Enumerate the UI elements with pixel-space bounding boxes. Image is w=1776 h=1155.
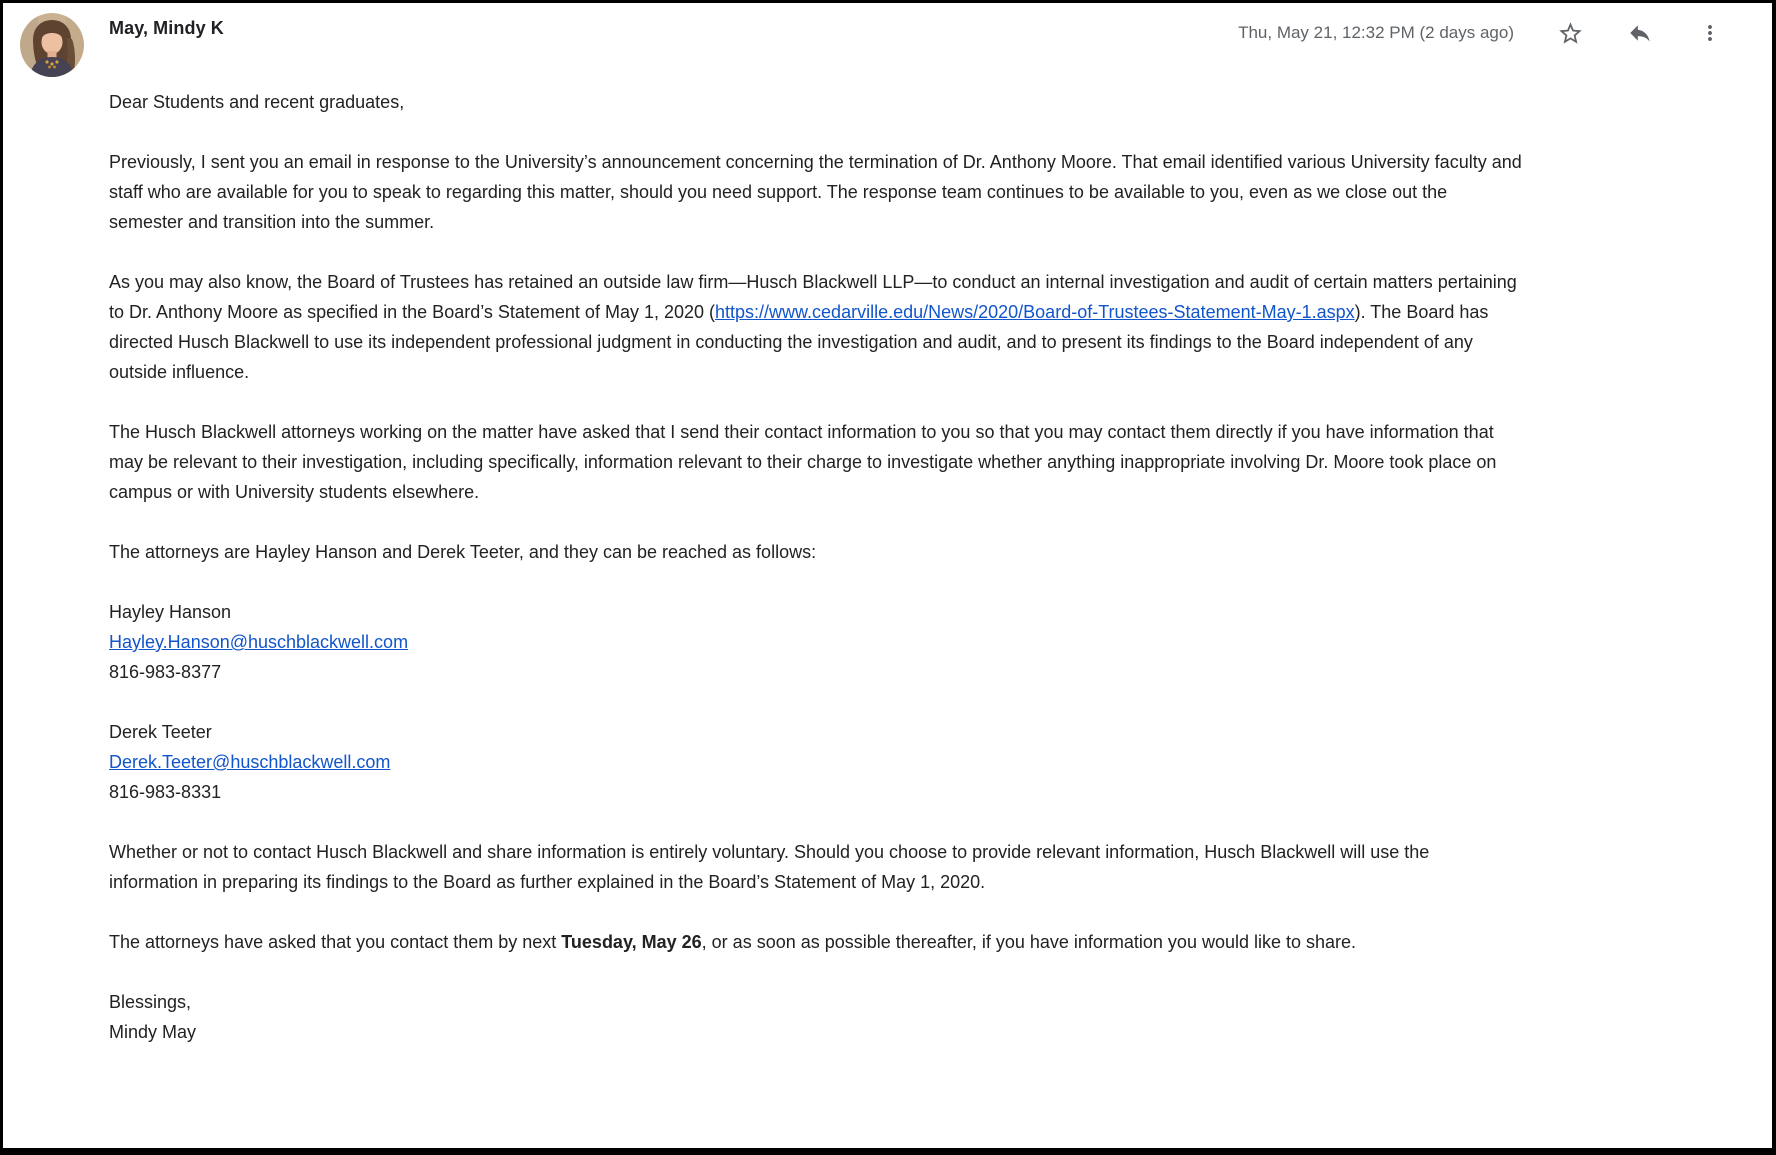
contact-name: Hayley Hanson xyxy=(109,602,232,622)
signature-block xyxy=(109,987,1522,1047)
paragraph-previous-email: Previously, I sent you an email in response to the University’s announcement concerning the termination of Dr. Anthony Moore. That email identified various University faculty and staff who are available for you to speak to regarding this matter, should you need support. The response team continues to be available to you, even as we close out the semester and transition into the summer. xyxy=(109,152,1522,232)
paragraph-voluntary: Whether or not to contact Husch Blackwell and share information is entirely voluntary. Should you choose to provide relevant information, Husch Blackwell will use the information in preparing its findings to the Board as further explained in the Board’s Statement of May 1, 2020. xyxy=(109,842,1430,892)
paragraph-board-statement xyxy=(109,267,1522,387)
sender-avatar xyxy=(20,13,84,77)
reply-icon xyxy=(1627,20,1653,46)
more-options-button[interactable] xyxy=(1696,19,1724,47)
star-button[interactable] xyxy=(1556,19,1584,47)
contact-phone: 816-983-8377 xyxy=(109,662,222,682)
sender-name: May, Mindy K xyxy=(109,18,224,38)
message-timestamp: Thu, May 21, 12:32 PM (2 days ago) xyxy=(1238,23,1514,42)
avatar-photo xyxy=(20,13,84,77)
closing-line: Blessings, xyxy=(109,992,192,1012)
paragraph-attorneys-intro: The attorneys are Hayley Hanson and Derek Teeter, and they can be reached as follows: xyxy=(109,542,817,562)
reply-button[interactable] xyxy=(1626,19,1654,47)
star-icon xyxy=(1557,20,1584,47)
board-text-post: ). The Board has directed Husch Blackwell to use its independent professional judgment in conducting the investigation and audit, and to present its findings to the Board independent of any outside influence. xyxy=(109,302,1489,382)
contact-card-hayley xyxy=(109,597,1522,687)
more-vert-icon xyxy=(1698,21,1722,45)
greeting-line: Dear Students and recent graduates, xyxy=(109,92,405,112)
paragraph-attorneys-request: The Husch Blackwell attorneys working on the matter have asked that I send their contact information to you so that you may contact them directly if you have information that may be relevant to their investigation, including specifically, information relevant to their charge to investigate whether anything inappropriate involving Dr. Moore took place on campus or with University students elsewhere. xyxy=(109,422,1497,502)
header-actions xyxy=(1238,19,1724,47)
board-statement-link[interactable]: https://www.cedarville.edu/News/2020/Board-of-Trustees-Statement-May-1.aspx xyxy=(715,302,1355,322)
contact-email-link[interactable]: Hayley.Hanson@huschblackwell.com xyxy=(109,632,409,652)
contact-email-link[interactable]: Derek.Teeter@huschblackwell.com xyxy=(109,752,391,772)
board-text-pre: As you may also know, the Board of Trustees has retained an outside law firm—Husch Blackwell LLP—to conduct an internal investigation and audit of certain matters pertaining to Dr. Anthony Moore as specified in the Board’s Statement of May 1, 2020 ( xyxy=(109,272,1517,322)
contact-name: Derek Teeter xyxy=(109,722,212,742)
deadline-text-pre: The attorneys have asked that you contact them by next xyxy=(109,932,562,952)
deadline-text-post: , or as soon as possible thereafter, if you have information you would like to share. xyxy=(701,932,1357,952)
contact-phone: 816-983-8331 xyxy=(109,782,222,802)
signature-name: Mindy May xyxy=(109,1022,197,1042)
contact-card-derek xyxy=(109,717,1522,807)
email-header xyxy=(3,3,1772,87)
paragraph-deadline xyxy=(109,927,1522,957)
deadline-date: Tuesday, May 26 xyxy=(561,932,702,952)
email-body xyxy=(3,87,1772,1047)
